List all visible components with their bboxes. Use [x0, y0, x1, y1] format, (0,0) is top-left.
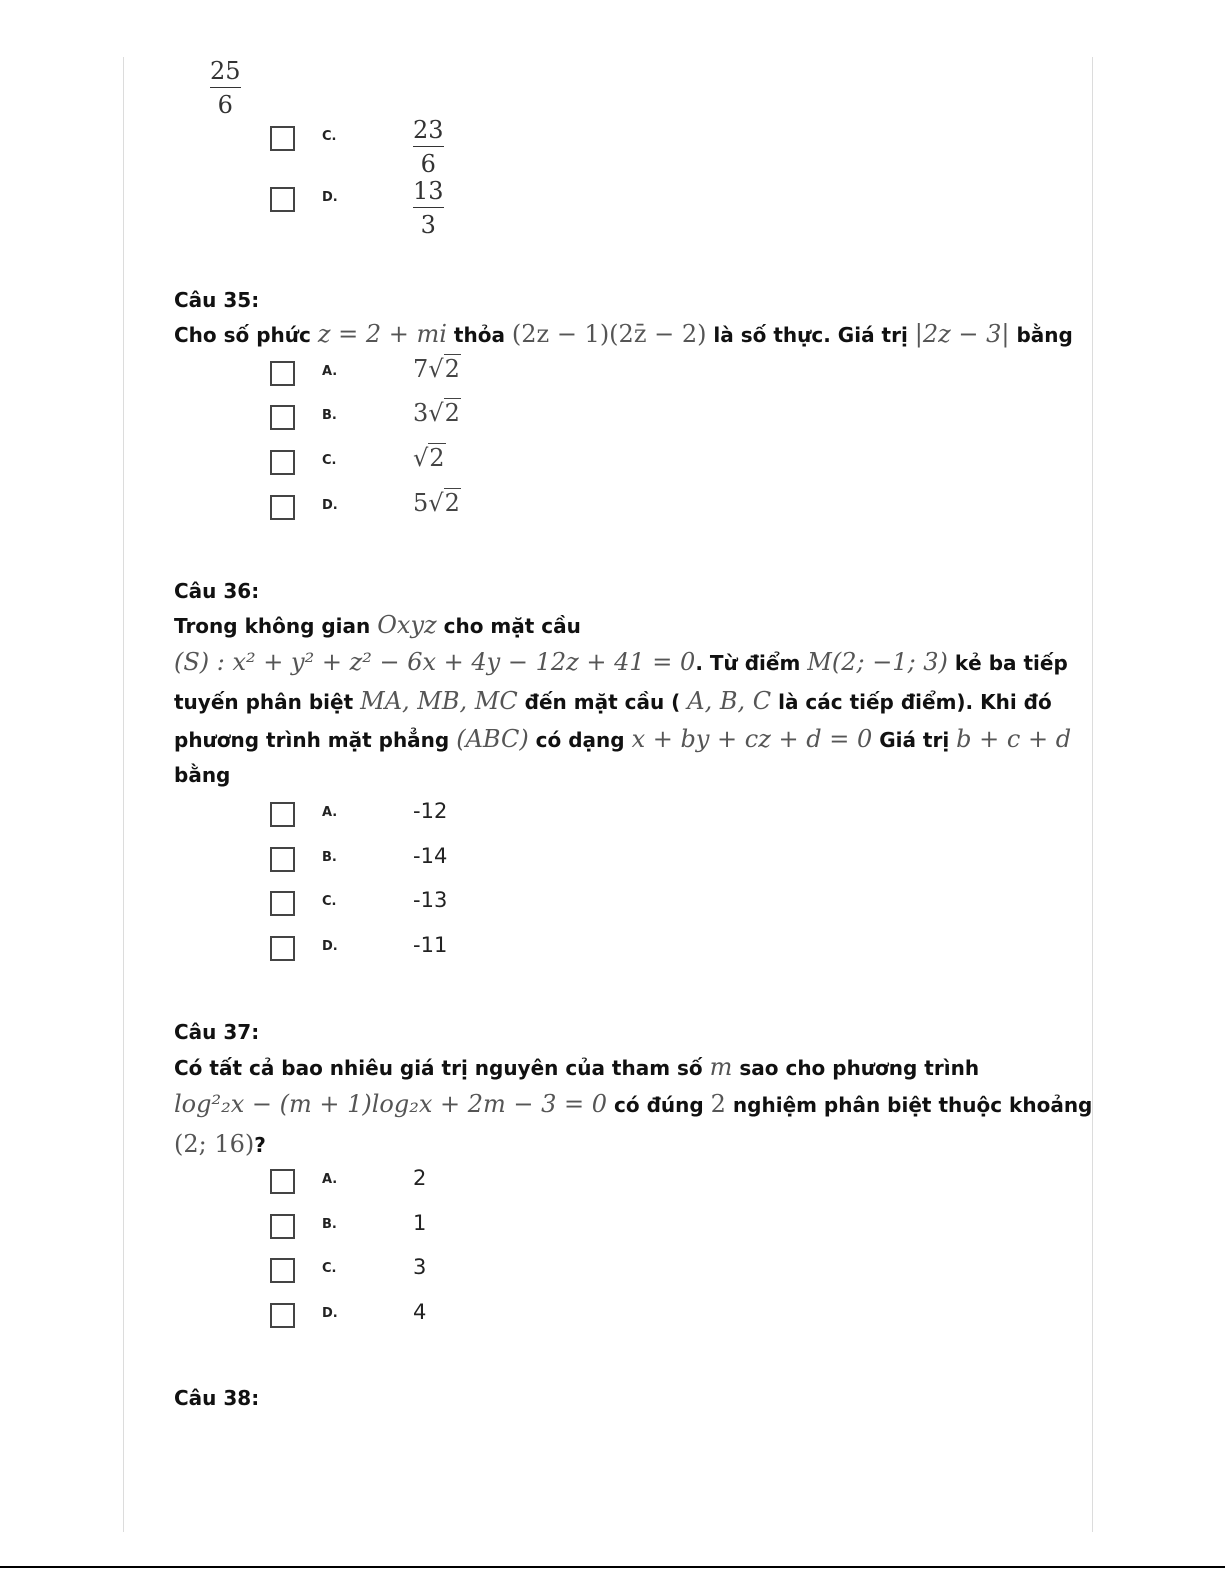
option-value: 3√2 — [413, 399, 460, 427]
q37-option-a[interactable] — [270, 1166, 770, 1201]
checkbox[interactable] — [270, 891, 295, 916]
question-37-line-2: log²₂x − (m + 1)log₂x + 2m − 3 = 0 có đúng 2 nghiệm phân biệt thuộc khoảng — [174, 1090, 1093, 1118]
q35-option-d[interactable] — [270, 489, 770, 527]
q37-option-b[interactable] — [270, 1211, 770, 1246]
question-37-line-1: Có tất cả bao nhiêu giá trị nguyên của tham số m sao cho phương trình — [174, 1053, 980, 1081]
option-value: 3 — [413, 1255, 427, 1279]
option-value: -13 — [413, 888, 448, 912]
q37-option-d[interactable] — [270, 1300, 770, 1335]
q36-option-d[interactable] — [270, 933, 770, 968]
q35-option-a[interactable] — [270, 355, 770, 393]
checkbox[interactable] — [270, 1214, 295, 1239]
option-letter: B. — [322, 850, 337, 865]
option-letter: C. — [322, 894, 337, 909]
prev-option-d[interactable] — [270, 187, 770, 219]
option-letter: C. — [322, 453, 337, 468]
option-value: √2 — [413, 444, 445, 472]
checkbox[interactable] — [270, 1303, 295, 1328]
q36-option-a[interactable] — [270, 799, 770, 834]
prev-option-c[interactable] — [270, 126, 770, 158]
option-letter: A. — [322, 364, 338, 379]
option-letter: D. — [322, 939, 338, 954]
question-35-text: Cho số phức z = 2 + mi thỏa (2z − 1)(2z̄ − 2) là số thực. Giá trị |2z − 3| bằng — [174, 320, 1073, 348]
left-border — [123, 57, 124, 1532]
option-value: 5√2 — [413, 489, 460, 517]
checkbox[interactable] — [270, 405, 295, 430]
option-letter: A. — [322, 1172, 338, 1187]
checkbox[interactable] — [270, 802, 295, 827]
question-38-title: Câu 38: — [174, 1386, 260, 1410]
question-36-line-3: tuyến phân biệt MA, MB, MC đến mặt cầu ( A, B, C là các tiếp điểm). Khi đó — [174, 687, 1052, 715]
option-letter: A. — [322, 805, 338, 820]
checkbox[interactable] — [270, 847, 295, 872]
option-value: 7√2 — [413, 355, 460, 383]
option-value: -14 — [413, 844, 448, 868]
question-37-title: Câu 37: — [174, 1020, 260, 1044]
option-value: 1 — [413, 1211, 427, 1235]
checkbox[interactable] — [270, 187, 295, 212]
prev-option-d-value: 13 3 — [413, 177, 444, 239]
checkbox[interactable] — [270, 495, 295, 520]
option-letter: D. — [322, 1306, 338, 1321]
checkbox[interactable] — [270, 936, 295, 961]
question-36-line-2: (S) : x² + y² + z² − 6x + 4y − 12z + 41 = 0. Từ điểm M(2; −1; 3) kẻ ba tiếp — [174, 648, 1068, 676]
question-37-line-3: (2; 16)? — [174, 1130, 266, 1158]
checkbox[interactable] — [270, 1169, 295, 1194]
right-border — [1092, 57, 1093, 1532]
option-value: 4 — [413, 1300, 427, 1324]
checkbox[interactable] — [270, 1258, 295, 1283]
q36-option-b[interactable] — [270, 844, 770, 879]
prev-answer-fraction: 25 6 — [210, 57, 241, 119]
option-letter: C. — [322, 1261, 337, 1276]
checkbox[interactable] — [270, 126, 295, 151]
option-letter: B. — [322, 1217, 337, 1232]
prev-option-c-value: 23 6 — [413, 116, 444, 178]
checkbox[interactable] — [270, 450, 295, 475]
question-35-title: Câu 35: — [174, 288, 260, 312]
option-letter: D. — [322, 190, 338, 205]
page-bottom-rule — [0, 1566, 1225, 1568]
option-letter: B. — [322, 408, 337, 423]
option-letter: D. — [322, 498, 338, 513]
question-36-line-4: phương trình mặt phẳng (ABC) có dạng x + by + cz + d = 0 Giá trị b + c + d — [174, 725, 1072, 753]
option-letter: C. — [322, 129, 337, 144]
question-36-title: Câu 36: — [174, 579, 260, 603]
option-value: -12 — [413, 799, 448, 823]
checkbox[interactable] — [270, 361, 295, 386]
q36-option-c[interactable] — [270, 888, 770, 923]
question-36-line-1: Trong không gian Oxyz cho mặt cầu — [174, 611, 581, 639]
q35-option-b[interactable] — [270, 399, 770, 437]
question-36-line-5: bằng — [174, 763, 231, 787]
q35-option-c[interactable] — [270, 444, 770, 482]
option-value: 2 — [413, 1166, 427, 1190]
option-value: -11 — [413, 933, 448, 957]
q37-option-c[interactable] — [270, 1255, 770, 1290]
